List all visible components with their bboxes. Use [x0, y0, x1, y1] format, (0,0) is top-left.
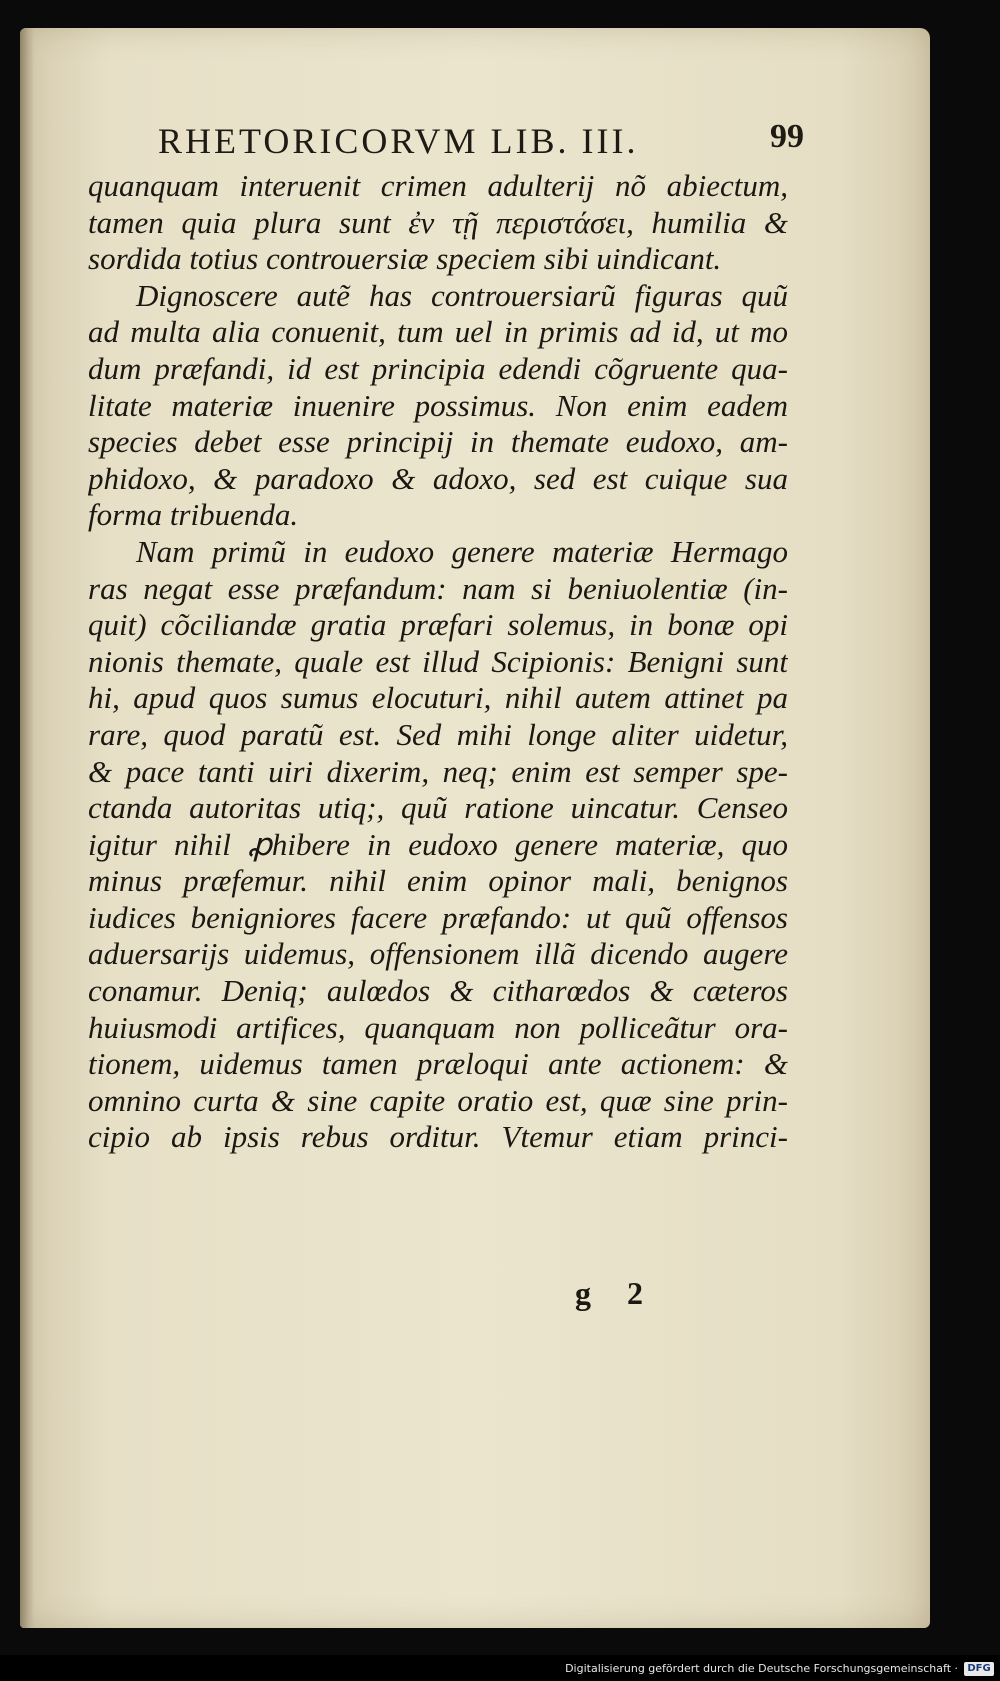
- text-line: omnino curta & sine capite oratio est, quæ sine prin-: [88, 1082, 788, 1118]
- text-line: igitur nihil ꝓhibere in eudoxo genere materiæ, quo: [88, 826, 788, 862]
- text-line: Nam primũ in eudoxo genere materiæ Hermago: [136, 533, 788, 569]
- text-line: tamen quia plura sunt ἐν τῇ περιστάσει, humilia &: [88, 204, 788, 240]
- running-head: RHETORICORVM LIB. III.: [158, 121, 639, 161]
- text-line: ras negat esse præfandum: nam si beniuolentiæ (in-: [88, 570, 788, 606]
- folio-number: 99: [770, 118, 804, 155]
- text-line: iudices benigniores facere præfando: ut quũ offensos: [88, 899, 788, 935]
- digitization-credit: Digitalisierung gefördert durch die Deutsche Forschungsgemeinschaft ·: [565, 1662, 958, 1675]
- text-line: forma tribuenda.: [88, 497, 299, 533]
- text-line: huiusmodi artifices, quanquam non polliceãtur ora-: [88, 1009, 788, 1045]
- text-line: ctanda autoritas utiq;, quũ ratione uincatur. Censeo: [88, 790, 788, 826]
- text-line: phidoxo, & paradoxo & adoxo, sed est cuique sua: [88, 460, 788, 496]
- text-line: Dignoscere autẽ has controuersiarũ figuras quũ: [136, 277, 788, 313]
- text-line: rare, quod paratũ est. Sed mihi longe aliter uidetur,: [88, 716, 788, 752]
- page-binding-edge: [20, 28, 34, 1628]
- signature-mark: g 2: [575, 1275, 657, 1311]
- text-line: minus præfemur. nihil enim opinor mali, benignos: [88, 863, 788, 899]
- text-line: nionis themate, quale est illud Scipionis: Benigni sunt: [88, 643, 788, 679]
- text-line: species debet esse principij in themate eudoxo, am-: [88, 424, 788, 460]
- text-line: conamur. Deniq; aulœdos & citharœdos & cæteros: [88, 973, 788, 1009]
- text-line: ad multa alia conuenit, tum uel in primis ad id, ut mo: [88, 314, 788, 350]
- footer-strip: [0, 1655, 1000, 1681]
- text-line: aduersarijs uidemus, offensionem illã dicendo augere: [88, 936, 788, 972]
- text-line: & pace tanti uiri dixerim, neq; enim est semper spe-: [88, 753, 788, 789]
- text-line: quanquam interuenit crimen adulterij nõ abiectum,: [88, 168, 788, 203]
- text-line: sordida totius controuersiæ speciem sibi uindicant.: [88, 241, 722, 277]
- text-line: dum præfandi, id est principia edendi cõgruente qua-: [88, 350, 788, 386]
- dfg-logo-icon: DFG: [964, 1662, 994, 1676]
- text-line: hi, apud quos sumus elocuturi, nihil autem attinet pa: [88, 680, 788, 716]
- text-line: tionem, uidemus tamen præloqui ante actionem: &: [88, 1046, 788, 1082]
- text-line: quit) cõciliandæ gratia præfari solemus, in bonæ opi: [88, 607, 788, 643]
- text-line: cipio ab ipsis rebus orditur. Vtemur etiam princi-: [88, 1119, 788, 1155]
- body-text: [88, 168, 788, 1156]
- text-line: litate materiæ inuenire possimus. Non enim eadem: [88, 387, 788, 423]
